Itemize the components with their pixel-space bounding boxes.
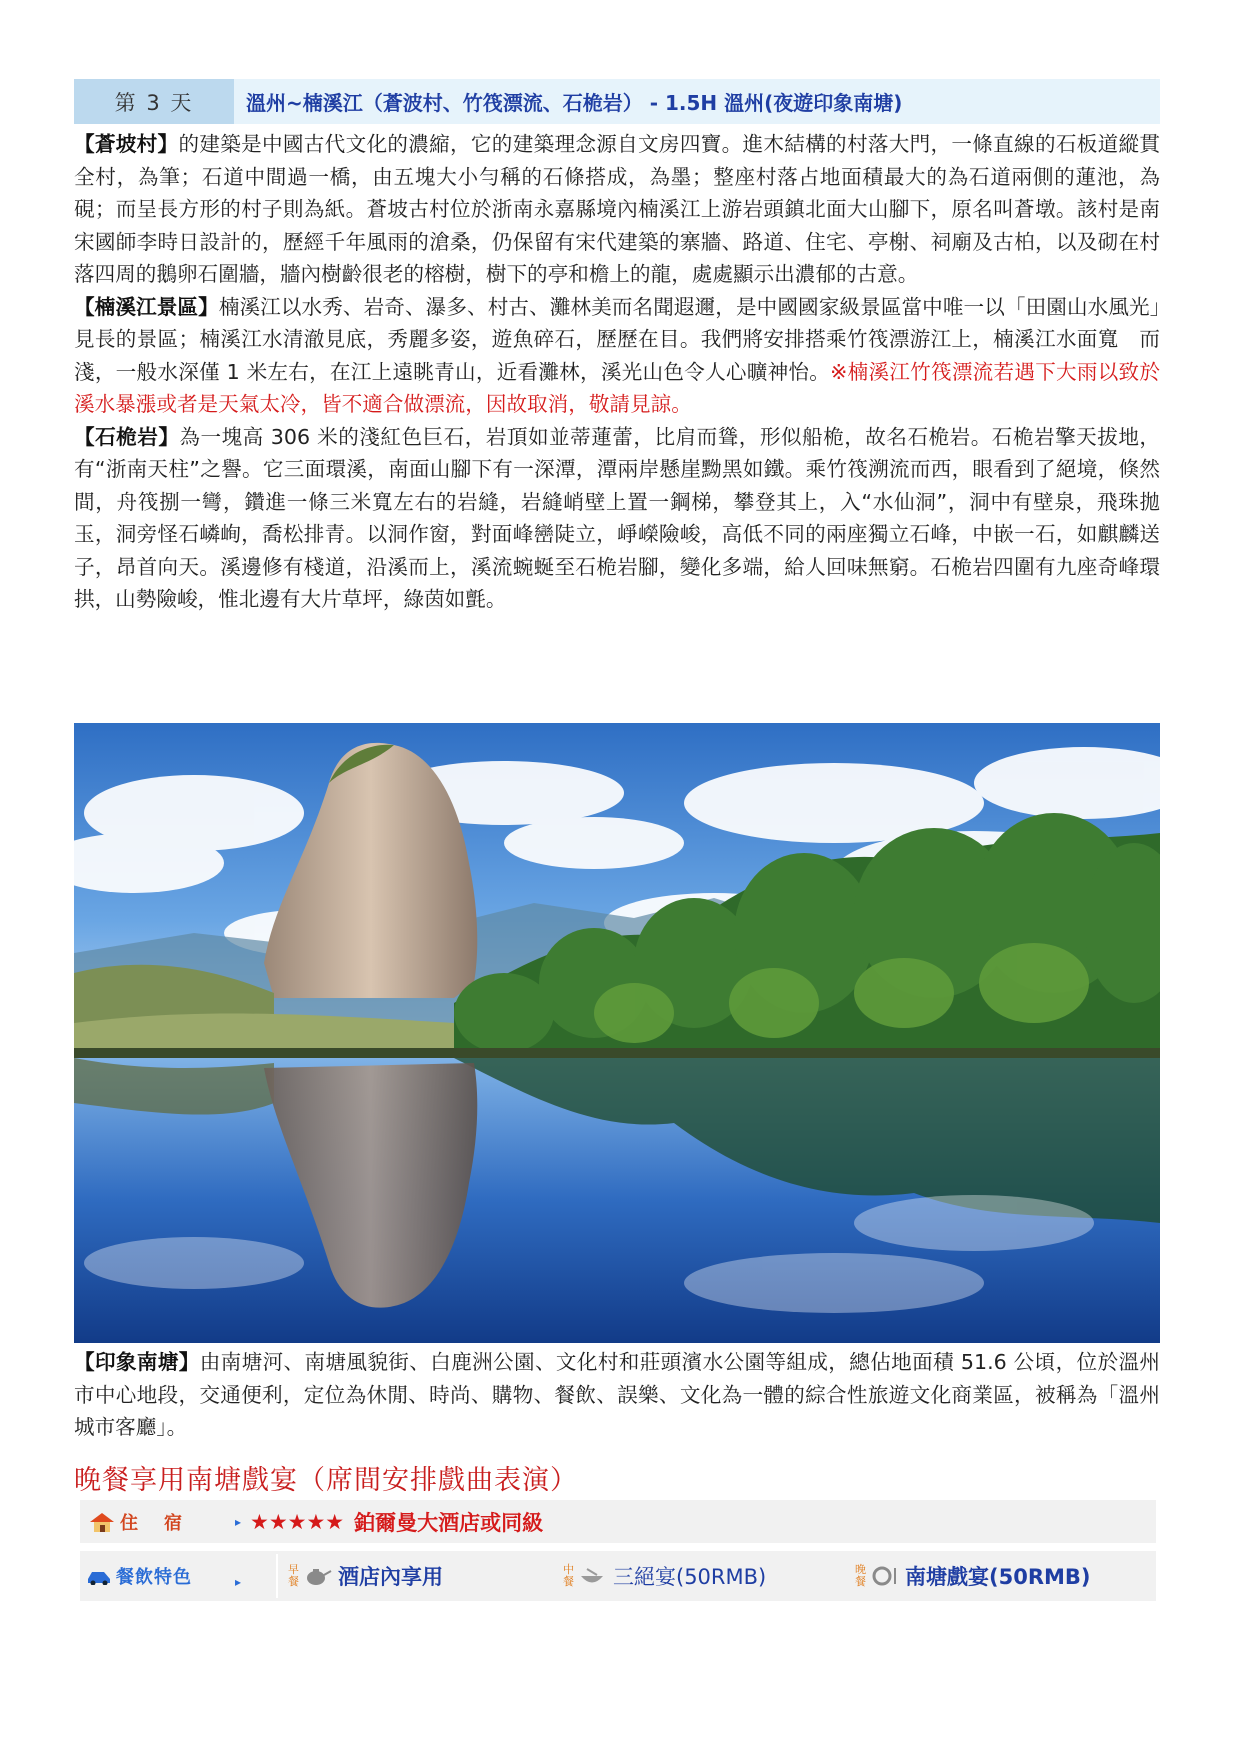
hotel-label-text: 住 宿 [120,1512,186,1534]
term-nantang: 【印象南塘】 [74,1350,200,1374]
shiweiyan-photo [74,723,1160,1343]
lunch-tag: 中餐 [563,1563,574,1588]
breakfast-tag: 早餐 [288,1563,299,1588]
term-nanxi: 【楠溪江景區】 [74,294,219,319]
meal-lunch [563,1561,766,1591]
plate-icon [869,1565,899,1587]
paragraph-cangpo [74,128,1160,291]
dinner-text: 南塘戲宴(50RMB) [905,1565,1091,1589]
itinerary-text-top [74,128,1160,616]
paragraph-nanxi [74,291,1160,421]
house-icon [88,1511,116,1533]
arrow-icon: ▸ [234,1575,242,1589]
meals-bar [80,1551,1156,1601]
hotel-name: 鉑爾曼大酒店或同級 [354,1510,544,1535]
hotel-label [80,1509,230,1535]
hotel-stars: ★★★★★ [250,1509,345,1534]
paragraph-nantang [74,1346,1160,1444]
text-cangpo: 的建築是中國古代文化的濃縮，它的建築理念源自文房四寶。進木結構的村落大門，一條直線的石板道縱貫全村，為筆；石道中間過一橋，由五塊大小勻稱的石條搭成，為墨；整座村落占地面積最大的為石道兩側的蓮池，為硯；而呈長方形的村子則為紙。蒼坡古村位於浙南永嘉縣境內楠溪江上游岩頭鎮北面大山腳下，原名叫蒼墩。該村是南宋國師李時日設計的，歷經千年風雨的滄桑，仍保留有宋代建築的寨牆、路道、住宅、亭榭、祠廟及古柏，以及砌在村落四周的鵝卵石圍牆，牆內樹齡很老的榕樹，樹下的亭和檐上的龍，處處顯示出濃郁的古意。 [74,132,1160,286]
meals-divider [276,1554,278,1598]
day-badge: 第 3 天 [74,79,234,124]
dinner-tag: 晚餐 [855,1563,866,1588]
shiweiyan-photo-art [74,723,1160,1343]
teapot-icon [302,1565,332,1587]
itinerary-text-bottom [74,1346,1160,1444]
meal-dinner [855,1561,1091,1591]
meals-label-text: 餐飲特色 [116,1567,192,1588]
meals-label [80,1563,230,1589]
hotel-bar [80,1500,1156,1543]
meal-breakfast [288,1561,443,1591]
breakfast-text: 酒店內享用 [338,1565,443,1589]
car-icon [86,1567,112,1585]
text-nantang: 由南塘河、南塘風貌街、白鹿洲公園、文化村和莊頭濱水公園等組成，總佔地面積 51.6 公頃，位於溫州市中心地段，交通便利，定位為休閒、時尚、購物、餐飲、誤樂、文化為一體的綜合性旅遊文化商業區，被稱為「溫州城市客廳」。 [74,1350,1160,1439]
paragraph-shiwei [74,421,1160,616]
rafting-warning: ※楠溪江竹筏漂流若遇下大雨以致於溪水暴漲或者是天氣太冷，皆不適合做漂流，因故取消，敬請見諒。 [74,359,1160,416]
day-title: 溫州~楠溪江（蒼波村、竹筏漂流、石桅岩） - 1.5H 溫州(夜遊印象南塘) [246,91,903,115]
term-cangpo: 【蒼坡村】 [74,132,179,156]
day-header [74,79,1160,124]
bowl-icon [577,1565,607,1587]
text-shiwei: 為一塊高 306 米的淺紅色巨石，岩頂如並蒂蓮蕾，比肩而聳，形似船桅，故名石桅岩。石桅岩擎天拔地，有“浙南天柱”之譽。它三面環溪，南面山腳下有一深潭，潭兩岸懸崖黝黑如鐵。乘竹筏溯流而西，眼看到了絕境，倏然間，舟筏捌一彎，鑽進一條三米寬左右的岩縫，岩縫峭壁上置一鋼梯，攀登其上，入“水仙洞”，洞中有壁泉，飛珠拋玉，洞旁怪石嶙峋，喬松排青。以洞作窗，對面峰巒陡立，崢嶸險峻，高低不同的兩座獨立石峰，中嵌一石，如麒麟送子，昂首向天。溪邊修有棧道，沿溪而上，溪流蜿蜒至石桅岩腳，變化多端，給人回味無窮。石桅岩四圍有九座奇峰環拱，山勢險峻，惟北邊有大片草坪，綠茵如氈。 [74,424,1160,611]
term-shiwei: 【石桅岩】 [74,424,180,449]
dinner-note: 晚餐享用南塘戲宴（席間安排戲曲表演） [74,1465,578,1496]
arrow-icon: ▸ [234,1514,242,1529]
text-nanxi: 楠溪江以水秀、岩奇、瀑多、村古、灘林美而名聞遐邇，是中國國家級景區當中唯一以「田園山水風光」見長的景區；楠溪江水清澈見底，秀麗多姿，遊魚碎石，歷歷在目。我們將安排搭乘竹筏漂游江上，楠溪江水面寬 而淺，一般水深僅 1 米左右，在江上遠眺青山，近看灘林，溪光山色令人心曠神怡。 [74,294,1160,384]
lunch-text: 三絕宴(50RMB) [613,1565,767,1589]
